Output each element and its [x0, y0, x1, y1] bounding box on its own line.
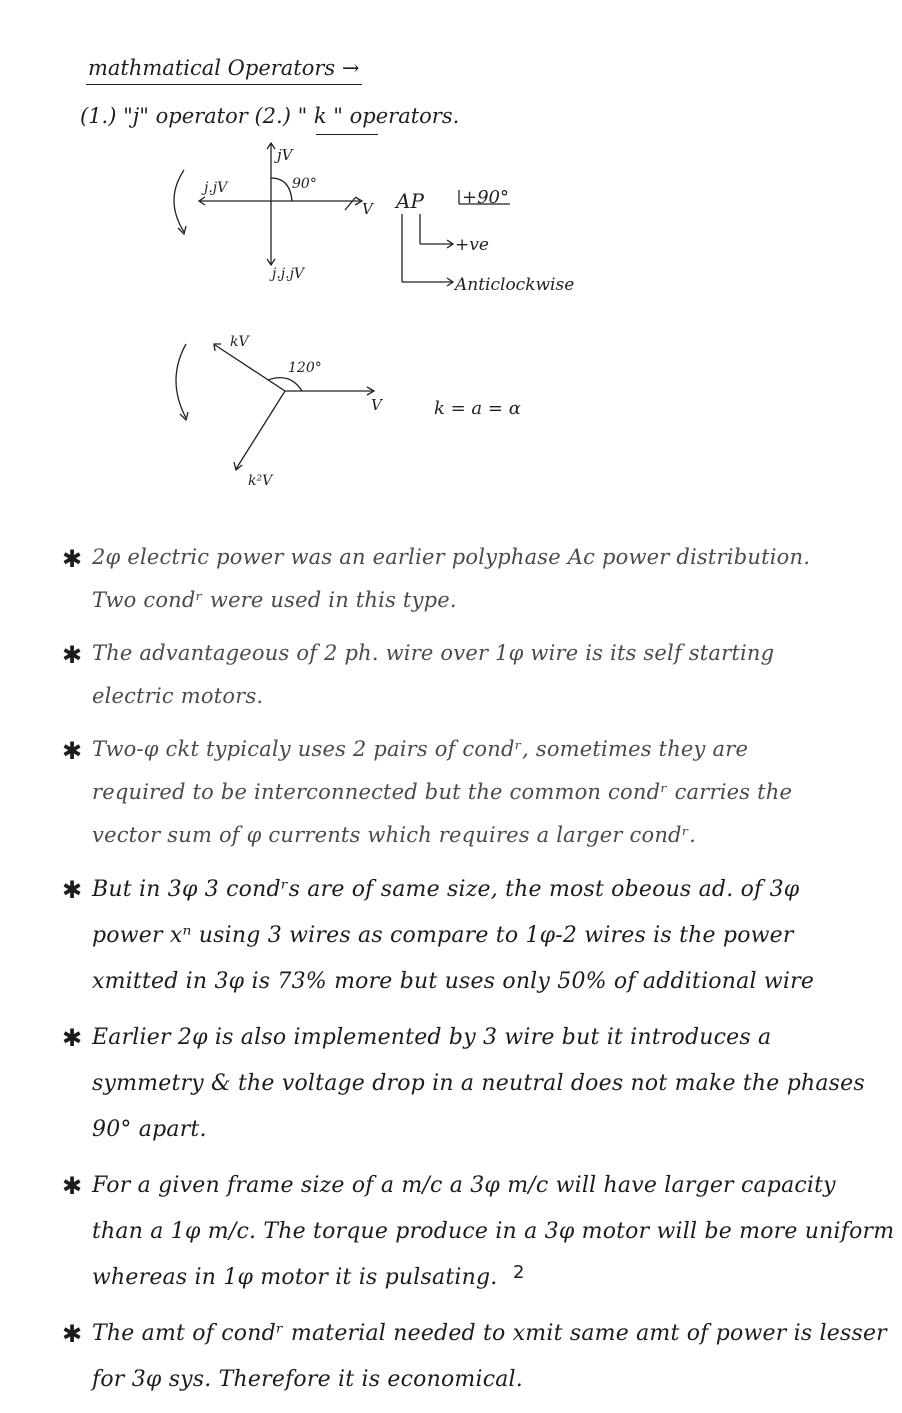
list-item: [62, 1015, 892, 1153]
label-relation: k = a = α: [434, 398, 521, 419]
angle-arc-120: [268, 378, 302, 391]
label-jjjv: j.j.jV: [272, 266, 305, 282]
list-item: [62, 867, 892, 1005]
operators-underline: [316, 134, 378, 135]
note-line: 90° apart.: [92, 1117, 207, 1142]
label-angle-90: 90°: [292, 176, 317, 192]
operators-heading: (1.) "j" operator (2.) " k " operators.: [80, 104, 460, 128]
bullet-star-icon: ✱: [62, 1320, 83, 1348]
note-line: symmetry & the voltage drop in a neutral does not make the phases: [92, 1071, 865, 1096]
note-line: electric motors.: [92, 684, 264, 708]
note-line: The amt of condʳ material needed to xmit same amt of power is lesser: [92, 1321, 887, 1346]
label-v-2: V: [371, 396, 382, 414]
v-scribble: [345, 198, 355, 210]
note-line: Two condʳ were used in this type.: [92, 588, 457, 612]
list-item: [62, 1311, 892, 1403]
label-v: V: [362, 200, 373, 218]
bullet-star-icon: ✱: [62, 641, 83, 669]
bullet-star-icon: ✱: [62, 545, 83, 573]
note-line: The advantageous of 2 ph. wire over 1φ wire is its self starting: [92, 641, 775, 665]
note-line: power xⁿ using 3 wires as compare to 1φ-2 wires is the power: [92, 923, 794, 948]
k2v-phasor: [236, 391, 285, 469]
list-item: [62, 536, 892, 622]
rotation-arc-2: [176, 344, 186, 418]
label-angle-120: 120°: [288, 360, 322, 376]
page-number: 2: [513, 1262, 525, 1283]
note-line: Earlier 2φ is also implemented by 3 wire but it introduces a: [92, 1025, 772, 1050]
page-title: mathmatical Operators →: [88, 56, 360, 80]
angle-arc-90: [271, 178, 292, 201]
label-ap: AP: [396, 189, 424, 213]
note-line: 2φ electric power was an earlier polyphase Ac power distribution.: [92, 545, 811, 569]
bullet-star-icon: ✱: [62, 737, 83, 765]
rotation-arc-1: [174, 170, 184, 232]
note-line: whereas in 1φ motor it is pulsating.: [92, 1265, 498, 1290]
bullet-star-icon: ✱: [62, 1024, 83, 1052]
note-line: xmitted in 3φ is 73% more but uses only 50% of additional wire: [92, 969, 815, 994]
label-positive: +ve: [455, 235, 489, 255]
title-underline: [86, 84, 362, 85]
label-k2v: k²V: [248, 473, 273, 489]
notes-list: [62, 536, 895, 1413]
label-jjv: j.jV: [204, 180, 228, 196]
bullet-star-icon: ✱: [62, 876, 83, 904]
kv-phasor: [215, 345, 285, 391]
note-line: For a given frame size of a m/c a 3φ m/c will have larger capacity: [92, 1173, 836, 1198]
note-line: required to be interconnected but the common condʳ carries the: [92, 780, 793, 804]
label-ap-angle: +90°: [462, 187, 509, 208]
list-item: [62, 728, 892, 857]
label-anticlockwise: Anticlockwise: [455, 275, 575, 295]
bullet-star-icon: ✱: [62, 1172, 83, 1200]
note-line: than a 1φ m/c. The torque produce in a 3φ motor will be more uniform: [92, 1219, 895, 1244]
note-line: But in 3φ 3 condʳs are of same size, the most obeous ad. of 3φ: [92, 877, 800, 902]
note-line: Two-φ ckt typicaly uses 2 pairs of condʳ, sometimes they are: [92, 737, 749, 761]
list-item: [62, 632, 892, 718]
rotation-arrowhead-1: [178, 226, 186, 234]
label-jv: jV: [277, 146, 293, 164]
note-line: for 3φ sys. Therefore it is economical.: [92, 1367, 523, 1392]
label-kv: kV: [230, 334, 249, 350]
phasor-diagrams: [150, 140, 650, 500]
list-item: [62, 1163, 895, 1301]
note-line: vector sum of φ currents which requires a larger condʳ.: [92, 823, 697, 847]
